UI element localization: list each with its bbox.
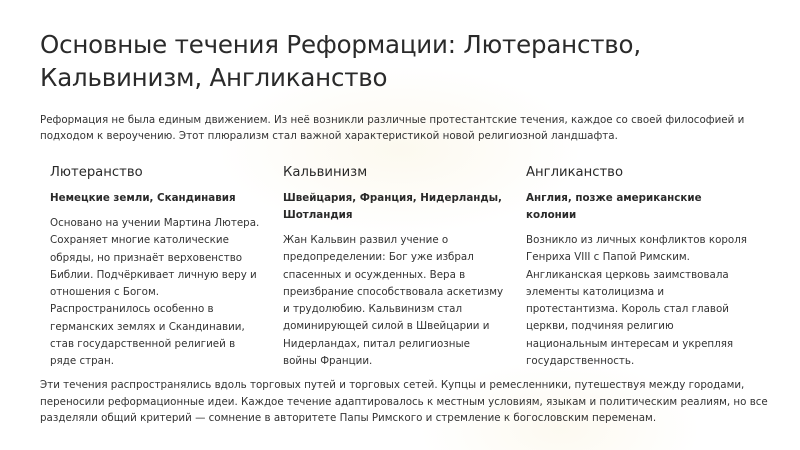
column-body: Жан Кальвин развил учение о предопределении: Бог уже избрал спасенных и осужденных. Вера в преизбрание способствовала аскетизму и трудолюбию. Кальвинизм стал доминирующей силой в Швейцарии и Нидерландах, питал религиозные войны Франции. bbox=[283, 234, 504, 368]
column-subtitle: Немецкие земли, Скандинавия bbox=[50, 192, 236, 204]
column-body: Возникло из личных конфликтов короля Генриха VIII с Папой Римским. Англиканская церковь заимствовала элементы католицизма и протестантизма. Король стал главой церкви, подчиняя религию национальным интересам и укрепляя государственность. bbox=[526, 234, 747, 368]
page-title: Основные течения Реформации: Лютеранство, Кальвинизм, Англиканство bbox=[40, 30, 641, 92]
movements-columns bbox=[40, 164, 765, 371]
column-lutheranism bbox=[40, 164, 262, 371]
column-calvinism bbox=[283, 164, 505, 371]
column-title: Кальвинизм bbox=[283, 165, 368, 180]
column-subtitle: Швейцария, Франция, Нидерланды, Шотландия bbox=[283, 192, 502, 221]
intro-paragraph: Реформация не была единым движением. Из неё возникли различные протестантские течения, каждое со своей философией и подходом к вероучению. Этот плюрализм стал важной характеристикой новой религиозной ландшафта. bbox=[40, 114, 745, 142]
outro-paragraph: Эти течения распространялись вдоль торговых путей и торговых сетей. Купцы и ремесленники, путешествуя между городами, переносили реформационные идеи. Каждое течение адаптировалось к местным условиям, языкам и политическим реалиям, но все разделяли общий критерий — сомнение в авторитете Папы Римского и стремление к богословским переменам. bbox=[40, 379, 768, 424]
column-body: Основано на учении Мартина Лютера. Сохраняет многие католические обряды, но признаёт верховенство Библии. Подчёркивает личную веру и отношения с Богом. Распространилось особенно в германских землях и Скандинавии, став государственной религией в ряде стран. bbox=[50, 217, 260, 368]
column-title: Лютеранство bbox=[50, 165, 143, 180]
column-subtitle: Англия, позже американские колонии bbox=[526, 192, 702, 221]
column-anglicanism bbox=[526, 164, 748, 371]
column-title: Англиканство bbox=[526, 165, 624, 180]
